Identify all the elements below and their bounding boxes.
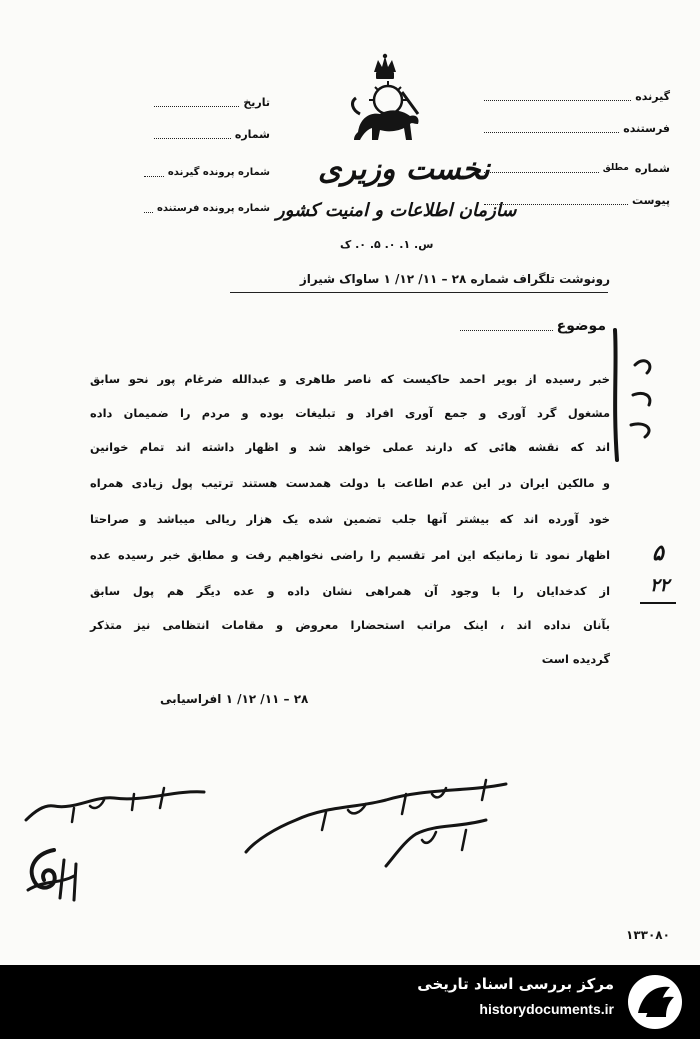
field-attachment-label: پیوست <box>632 193 670 207</box>
footer-bar <box>0 965 700 1039</box>
margin-handwriting-mark <box>605 325 665 465</box>
subject-field <box>456 316 606 336</box>
copy-line: رونوشت تلگراف شماره ۲۸ – ۱۱/ ۱۲/ ۱ ساواک شیراز <box>299 272 610 286</box>
body-line-4: و مالکین ایران در این عدم اطاعت با دولت همدست هستند ترتیب پول زیادی همراه <box>90 476 610 490</box>
field-sender <box>480 118 670 138</box>
field-recipient-line <box>484 91 631 101</box>
copy-line-rule <box>230 292 608 293</box>
field-date-line <box>154 97 239 107</box>
field-number <box>480 158 670 178</box>
field-left-number-line <box>154 129 231 139</box>
subject-label: موضوع <box>556 318 606 334</box>
field-recipient-file-label: شماره پرونده گیرنده <box>167 166 270 178</box>
handwritten-note-middle <box>236 770 516 890</box>
field-recipient-file-line <box>144 167 164 177</box>
body-line-1: خبر رسیده از بویر احمد حاکیست که ناصر طاهری و عبدالله ضرغام پور نحو سابق <box>90 372 610 386</box>
field-left-number <box>150 124 270 144</box>
body-line-7: از کدخدایان را با وجود آن همراهی نشان داده و عده دیگر هم پول سابق <box>90 584 610 598</box>
footer-name: مرکز بررسی اسناد تاریخی <box>417 975 614 993</box>
margin-number-22: ۲۲ <box>650 575 670 596</box>
closing-line: ۲۸ – ۱۱/ ۱۲/ ۱ افراسیابی <box>160 692 309 706</box>
field-sender-line <box>484 123 619 133</box>
body-line-5: خود آورده اند که بیشتر آنها جلب تضمین شده یک هزار ریالی میباشد و صراحتا <box>90 512 610 526</box>
subject-line <box>460 321 553 331</box>
office-title: نخست وزیری <box>318 152 490 187</box>
field-recipient-file <box>140 162 270 182</box>
archive-logo-icon <box>624 973 686 1031</box>
field-recipient-label: گیرنده <box>635 89 670 103</box>
body-line-8: بآنان نداده اند ، اینک مراتب استحضارا معروض و مقامات انتظامی نیز متذکر <box>90 618 610 632</box>
handwritten-note-left <box>14 780 214 930</box>
body-line-9: گردیده است <box>541 652 610 666</box>
field-number-label: شماره <box>634 161 670 175</box>
field-number-line <box>484 163 599 173</box>
org-title: سازمان اطلاعات و امنیت کشور <box>276 200 517 221</box>
body-line-2: مشغول گرد آوری و جمع آوری افراد و تبلیغات بوده و مردم را ضمیمان داده <box>90 406 610 420</box>
field-sender-file <box>140 198 270 218</box>
field-date-label: تاریخ <box>243 95 270 109</box>
field-number-note: مطلق <box>602 163 629 173</box>
body-line-6: اظهار نمود تا زمانیکه این امر تقسیم را راضی نخواهیم رفت و مطابق خبر رسیده عده <box>90 548 610 562</box>
field-left-number-label: شماره <box>234 127 270 141</box>
lion-and-sun-emblem-icon <box>340 52 430 152</box>
doc-number: ۱۳۳۰۸۰ <box>626 928 670 942</box>
margin-number-5: ۵ <box>652 540 664 566</box>
ref-code: س. ۱. ۰. ۵. ۰. ک <box>340 238 434 251</box>
field-sender-file-label: شماره پرونده فرستنده <box>157 202 270 214</box>
body-line-3: اند که نقشه هائی که دارند عملی خواهد شد و اظهار داشته اند تمام خوانین <box>90 440 610 454</box>
margin-rule <box>640 602 676 604</box>
field-recipient <box>480 86 670 106</box>
field-date <box>150 92 270 112</box>
footer-url[interactable]: historydocuments.ir <box>479 1001 614 1017</box>
field-sender-label: فرستنده <box>623 121 670 135</box>
field-sender-file-line <box>144 203 153 213</box>
